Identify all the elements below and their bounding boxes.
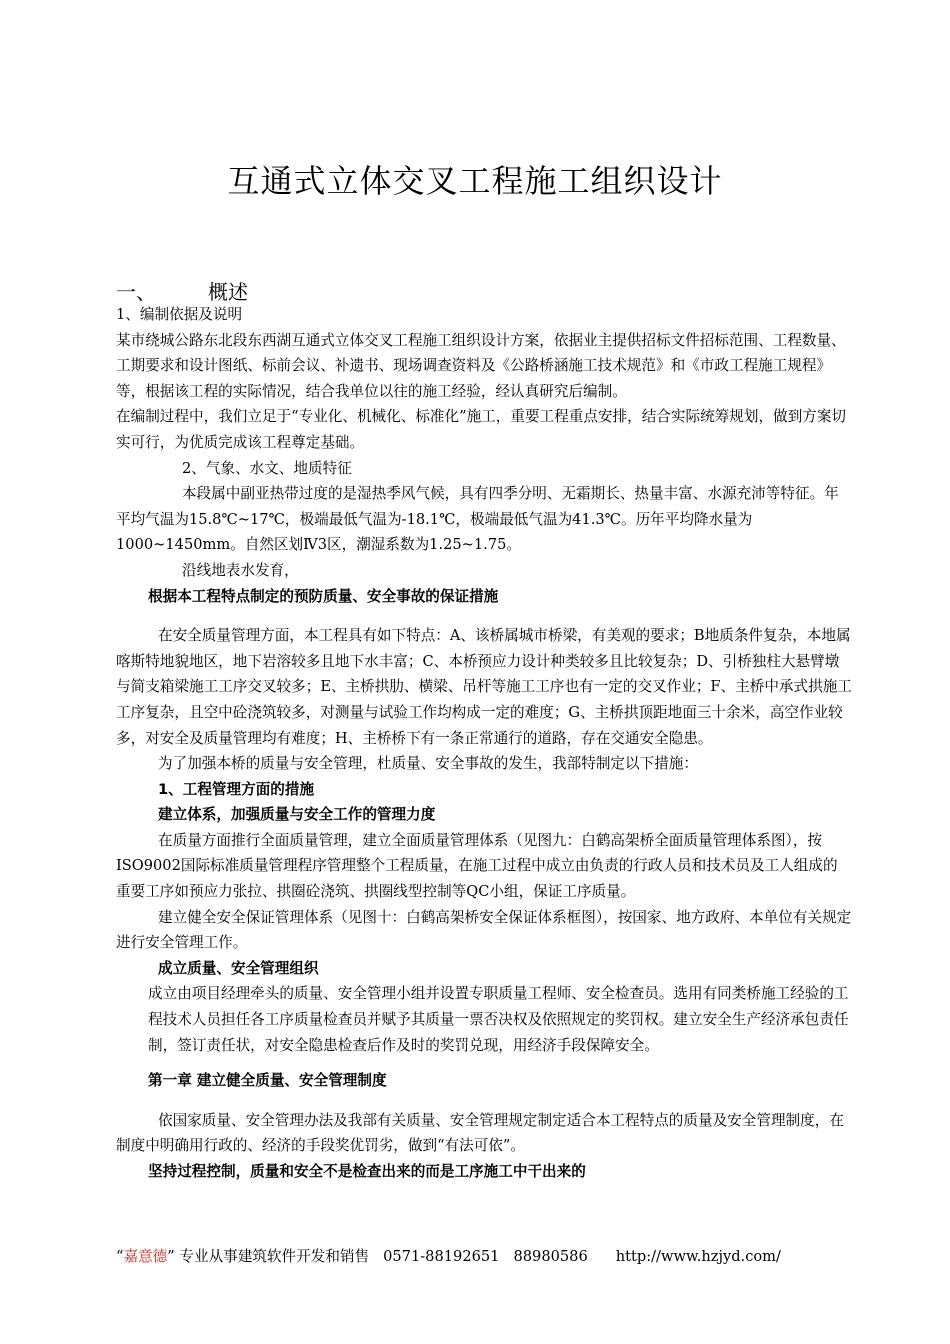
quote-close: ” [167, 1248, 175, 1265]
document-title: 互通式立体交叉工程施工组织设计 [227, 162, 723, 200]
brand-name: 嘉意德 [123, 1248, 168, 1265]
footer-website-link[interactable]: http://www.hzjyd.com/ [615, 1248, 781, 1265]
paragraph: 某市绕城公路东北段东西湖互通式立体交叉工程施工组织设计方案，依据业主提供招标文件招标范围、工程数量、工期要求和设计图纸、标前会议、补遗书、现场调查资料及《公路桥涵施工技术规范》和《市政工程施工规程》等，根据该工程的实际情况，结合我单位以往的施工经验，经认真研究后编制。 [116, 331, 846, 400]
footer-slogan: 专业从事建筑软件开发和销售 [179, 1248, 370, 1265]
subheading-climate: 2、气象、水文、地质特征 [182, 459, 352, 477]
section-title: 概述 [208, 280, 248, 304]
heading-management: 1、工程管理方面的措施 [158, 780, 315, 798]
subheading-basis: 1、编制依据及说明 [116, 306, 243, 323]
paragraph: 在编制过程中，我们立足于“专业化、机械化、标准化”施工，重要工程重点安排，结合实际统筹规划，做到方案切实可行，为优质完成该工程尊定基础。 [116, 408, 847, 451]
document-body [116, 302, 852, 1185]
footer-phone-secondary: 88980586 [513, 1248, 588, 1265]
paragraph: 沿线地表水发育， [182, 561, 299, 579]
section-heading [116, 276, 248, 305]
heading-system: 建立体系，加强质量与安全工作的管理力度 [158, 806, 436, 824]
page-footer [116, 1245, 781, 1266]
paragraph: 成立由项目经理牵头的质量、安全管理小组并设置专职质量工程师、安全检查员。选用有同类桥施工经验的工程技术人员担任各工序质量检查员并赋予其质量一票否决权及依照规定的奖罚权。建立安全生产经济承包责任制，签订责任状，对安全隐患检查后作及时的奖罚兑现，用经济手段保障安全。 [148, 985, 849, 1054]
heading-measures: 根据本工程特点制定的预防质量、安全事故的保证措施 [148, 587, 499, 605]
paragraph: 依国家质量、安全管理办法及我部有关质量、安全管理规定制定适合本工程特点的质量及安全管理制度，在制度中明确用行政的、经济的手段奖优罚劣，做到“有法可依”。 [116, 1111, 844, 1155]
paragraph: 建立健全安全保证管理体系（见图十：白鹤高架桥安全保证体系框图），按国家、地方政府、本单位有关规定进行安全管理工作。 [116, 908, 852, 952]
heading-process: 坚持过程控制，质量和安全不是检查出来的而是工序施工中干出来的 [148, 1163, 586, 1180]
paragraph: 本段属中副亚热带过度的是湿热季风气候，具有四季分明、无霜期长、热量丰富、水源充沛等特征。年平均气温为15.8℃~17℃，极端最低气温为-18.1℃，极端最低气温为41.3℃。历年平均降水量为1000~1450mm。自然区划Ⅳ3区，潮湿系数为1.25~1.75。 [116, 485, 839, 554]
footer-phone-primary: 0571-88192651 [383, 1248, 500, 1265]
paragraph: 在安全质量管理方面，本工程具有如下特点：A、该桥属城市桥梁，有美观的要求；B地质条件复杂，本地属喀斯特地貌地区，地下岩溶较多且地下水丰富；C、本桥预应力设计种类较多且比较复杂；D、引桥独柱大悬臂墩与简支箱梁施工工序交叉较多；E、主桥拱肋、横梁、吊杆等施工工序也有一定的交叉作业；F、主桥中承式拱施工工序复杂，且空中砼浇筑较多，对测量与试验工作均构成一定的难度；G、主桥拱顶距地面三十余米，高空作业较多，对安全及质量管理均有难度；H、主桥桥下有一条正常通行的道路，存在交通安全隐患。 [116, 627, 852, 747]
section-number: 一、 [116, 280, 156, 304]
heading-organization: 成立质量、安全管理组织 [158, 959, 319, 977]
chapter-heading: 第一章 建立健全质量、安全管理制度 [148, 1072, 387, 1090]
paragraph: 为了加强本桥的质量与安全管理，杜质量、安全事故的发生，我部特制定以下措施： [158, 755, 698, 773]
quote-open: “ [116, 1248, 124, 1265]
paragraph: 在质量方面推行全面质量管理，建立全面质量管理体系（见图九：白鹤高架桥全面质量管理体系图），按ISO9002国际标准质量管理程序管理整个工程质量，在施工过程中成立由负责的行政人员和技术员及工人组成的重要工序如预应力张拉、拱圈砼浇筑、拱圈线型控制等QC小组，保证工序质量。 [116, 831, 838, 901]
